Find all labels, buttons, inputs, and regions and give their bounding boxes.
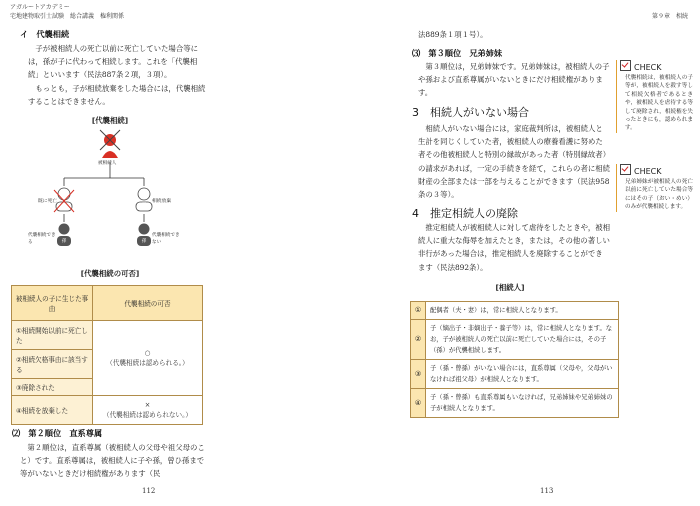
- heir-text: 子（孫・曾孫）も直系尊属もいなければ，兄弟姉妹や兄弟姉妹の子が相続人となります。: [426, 389, 619, 418]
- label-grandchild-right: 孫: [141, 239, 147, 244]
- heir-text: 配偶者（夫・妻）は，常に相続人となります。: [426, 302, 619, 320]
- paragraph-daishu-2: もっとも，子が相続放棄をした場合には，代襲相続することはできません。: [28, 84, 206, 107]
- checkbox-icon: [620, 60, 631, 71]
- heir-text: 子（孫・曾孫）がいない場合には，直系尊属（父母や，父母がいなければ祖父母）が相続人となります。: [426, 360, 619, 389]
- table-header-row: [12, 286, 203, 321]
- checkbox-icon: [620, 164, 631, 175]
- table-row: [411, 302, 619, 320]
- check-label-1: CHECK: [634, 63, 662, 72]
- ng-text: （代襲相続は認められない。）: [102, 411, 192, 419]
- table-row: [12, 321, 203, 350]
- daishu-table: [11, 285, 203, 425]
- heir-text: 子（嫡出子・非嫡出子・養子等）は，常に相続人となります。なお，子が被相続人の死亡以前に死亡していた場合には，その子（孫）が代襲相続します。: [426, 320, 619, 360]
- subheading-third-rank: ⑶ 第３順位 兄弟姉妹: [412, 48, 503, 58]
- heir-number: ③: [411, 360, 426, 389]
- label-died: 既に死亡: [38, 199, 58, 204]
- paragraph-third-rank: 第３順位は，兄弟姉妹です。兄弟姉妹は，被相続人の子や孫および直系尊属がいないときにだけ相続権があります。: [418, 62, 610, 98]
- paragraph-disinheritance: 推定相続人が被相続人に対して虐待をしたときや，被相続人に重大な侮辱を加えたとき，または，その他の著しい非行があった場合は，推定相続人を廃除することができます（民法892条）。: [418, 223, 611, 272]
- table-caption-daishu: [代襲相続の可否]: [80, 269, 140, 278]
- heading-disinheritance: 4 推定相続人の廃除: [412, 207, 518, 220]
- page-number-right: 113: [540, 487, 554, 495]
- ok-mark: ○: [144, 349, 151, 357]
- ok-text: （代襲相続は認められる。）: [106, 359, 189, 367]
- table-cell-reason: ①相続開始以前に死亡した: [12, 321, 93, 350]
- heir-number: ④: [411, 389, 426, 418]
- table-cell-ng: [93, 396, 203, 425]
- paragraph-continuation: 法889条１項１号）。: [418, 30, 488, 39]
- table-cell-ok: [93, 321, 203, 396]
- table-row: [411, 360, 619, 389]
- header-publisher: アガルートアカデミー: [10, 4, 70, 11]
- header-chapter: 第９章 相続: [651, 13, 688, 20]
- check-label-2: CHECK: [634, 167, 662, 176]
- page-number-left: 112: [142, 487, 156, 495]
- heir-number: ②: [411, 320, 426, 360]
- table-head-reason: 被相続人の子に生じた事由: [12, 286, 93, 321]
- paragraph-second-rank: 第２順位は，直系尊属（被相続人の父母や祖父母のこと）です。直系尊属は，被相続人に子や孫，曾ひ孫まで等がいないときだけ相続権があります（民: [20, 443, 205, 479]
- table-caption-heirs: [相続人]: [495, 283, 525, 292]
- header-course: 宅地建物取引士試験 総合講義 権利関係: [10, 13, 125, 20]
- table-row: [411, 389, 619, 418]
- decedent-figure: [100, 130, 120, 158]
- diagram-caption: [代襲相続]: [91, 116, 129, 125]
- subheading-second-rank: ⑵ 第２順位 直系尊属: [12, 428, 103, 438]
- table-head-result: 代襲相続の可否: [93, 286, 203, 321]
- paragraph-daishu-1: 子が被相続人の死亡以前に死亡していた場合等には，孫が子に代わって相続します。これを「代襲相続」といいます（民法887条２項，３項）。: [28, 44, 198, 80]
- heirs-table: [410, 301, 619, 418]
- table-row: [12, 396, 203, 425]
- table-cell-reason: ③廃除された: [12, 379, 93, 396]
- label-decedent: 被相続人: [98, 161, 117, 166]
- check-note-1: [616, 60, 693, 133]
- check-title-2: [617, 164, 693, 176]
- table-cell-reason: ②相続欠格事由に該当する: [12, 350, 93, 379]
- label-renounce: 相続放棄: [152, 199, 172, 204]
- ng-mark: ×: [144, 401, 151, 409]
- label-can-inherit: 代襲相続できる: [28, 233, 56, 245]
- check-text-2: 兄弟姉妹が被相続人の死亡以前に死亡していた場合等にはその子（おい・めい）のみが代襲相続します。: [625, 179, 693, 211]
- check-title-1: [617, 60, 693, 72]
- label-cannot-inherit: 代襲相続できない: [152, 233, 180, 245]
- check-note-2: [616, 164, 693, 212]
- label-grandchild-left: 孫: [61, 239, 67, 244]
- table-row: [411, 320, 619, 360]
- table-cell-reason: ④相続を放棄した: [12, 396, 93, 425]
- label-child: 子: [141, 203, 147, 208]
- subheading-daishu: イ 代襲相続: [20, 29, 70, 39]
- heading-no-heir: 3 相続人がいない場合: [412, 106, 529, 119]
- paragraph-no-heir: 相続人がいない場合には，家庭裁判所は，被相続人と生計を同じくしていた者，被相続人の療養看護に努めた者その他被相続人と特別の縁故があった者（特別縁故者）の請求があれば，一定の手続きを経て，これらの者に相続財産の全部または一部を与えることができます（民法958条の３等）。: [418, 124, 611, 200]
- check-text-1: 代襲相続は，被相続人の子等が，被相続人を殺す等して相続欠格者であるときや，被相続人を虐待する等して廃除され，相続権を失ったときにも，認められます。: [625, 75, 693, 132]
- heir-number: ①: [411, 302, 426, 320]
